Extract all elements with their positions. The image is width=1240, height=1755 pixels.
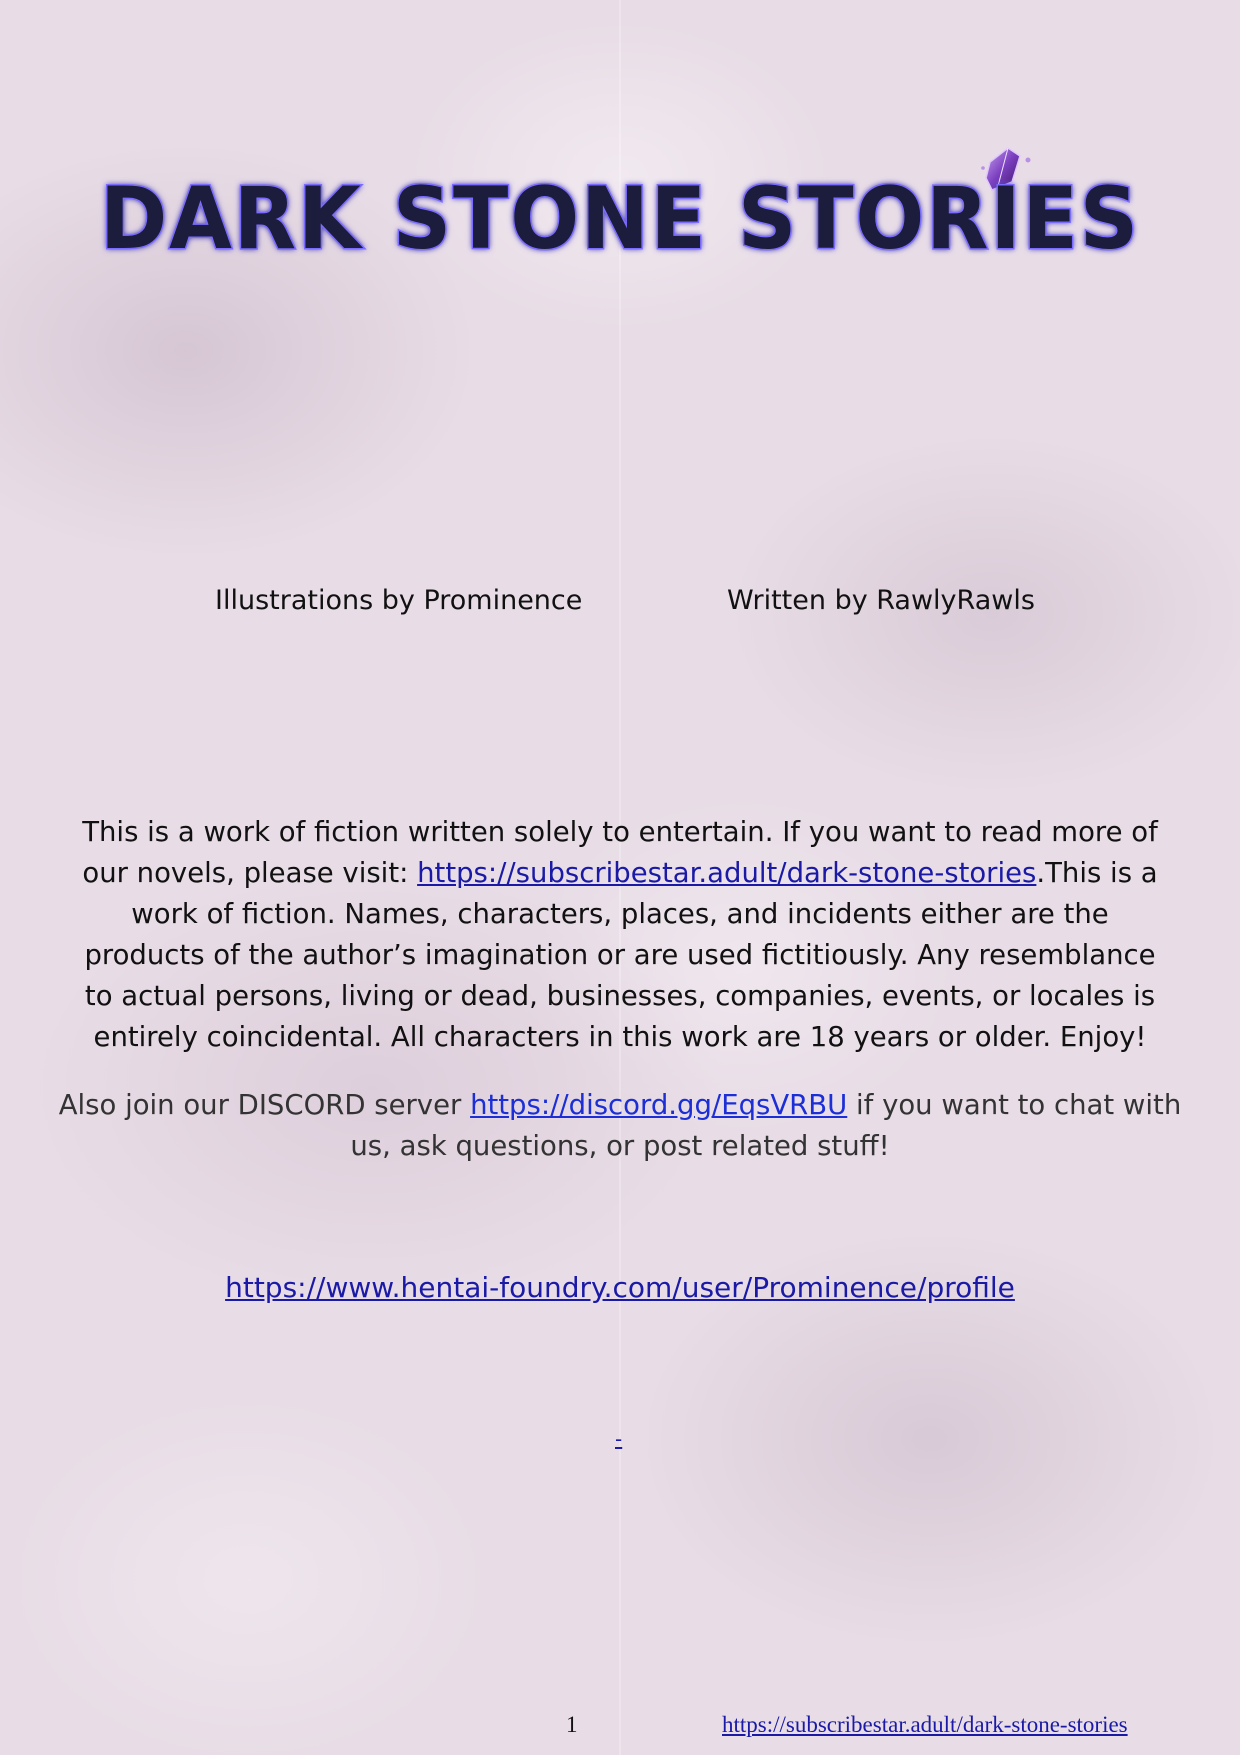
hentai-foundry-link-row xyxy=(0,1271,1240,1304)
discord-link[interactable]: https://discord.gg/EqsVRBU xyxy=(470,1089,848,1121)
hentai-foundry-link[interactable]: https://www.hentai-foundry.com/user/Prominence/profile xyxy=(225,1271,1015,1304)
dark-stone-stories-logo xyxy=(90,130,1150,290)
fiction-disclaimer xyxy=(70,812,1170,1058)
credits-row xyxy=(0,585,1240,625)
discord-text-before: Also join our DISCORD server xyxy=(58,1089,471,1121)
discord-text-after: if you want to chat with us, ask questions, or post related stuff! xyxy=(350,1089,1182,1162)
illustrations-credit: Illustrations by Prominence xyxy=(215,585,583,616)
page-number: 1 xyxy=(566,1712,578,1737)
footer-subscribestar-link[interactable]: https://subscribestar.adult/dark-stone-stories xyxy=(722,1712,1128,1737)
discord-invite xyxy=(45,1085,1195,1167)
page-footer xyxy=(0,1712,1240,1742)
disclaimer-text-1: This is a work of fiction written solely to entertain. If you want to read more of our novels, please visit: xyxy=(82,816,1158,889)
disclaimer-text-2: .This is a work of fiction. Names, characters, places, and incidents either are the products of the author’s imagination or are used fictitiously. Any resemblance to actual persons, living or dead, businesses, companies, events, or locales is entirely coincidental. All characters in this work are 18 years or older. Enjoy! xyxy=(84,857,1158,1053)
logo-text: DARK STONE STORIES xyxy=(100,169,1140,269)
dash-link[interactable]: - xyxy=(615,1427,623,1451)
written-by-credit: Written by RawlyRawls xyxy=(727,585,1035,616)
subscribestar-link[interactable]: https://subscribestar.adult/dark-stone-stories xyxy=(417,857,1037,889)
